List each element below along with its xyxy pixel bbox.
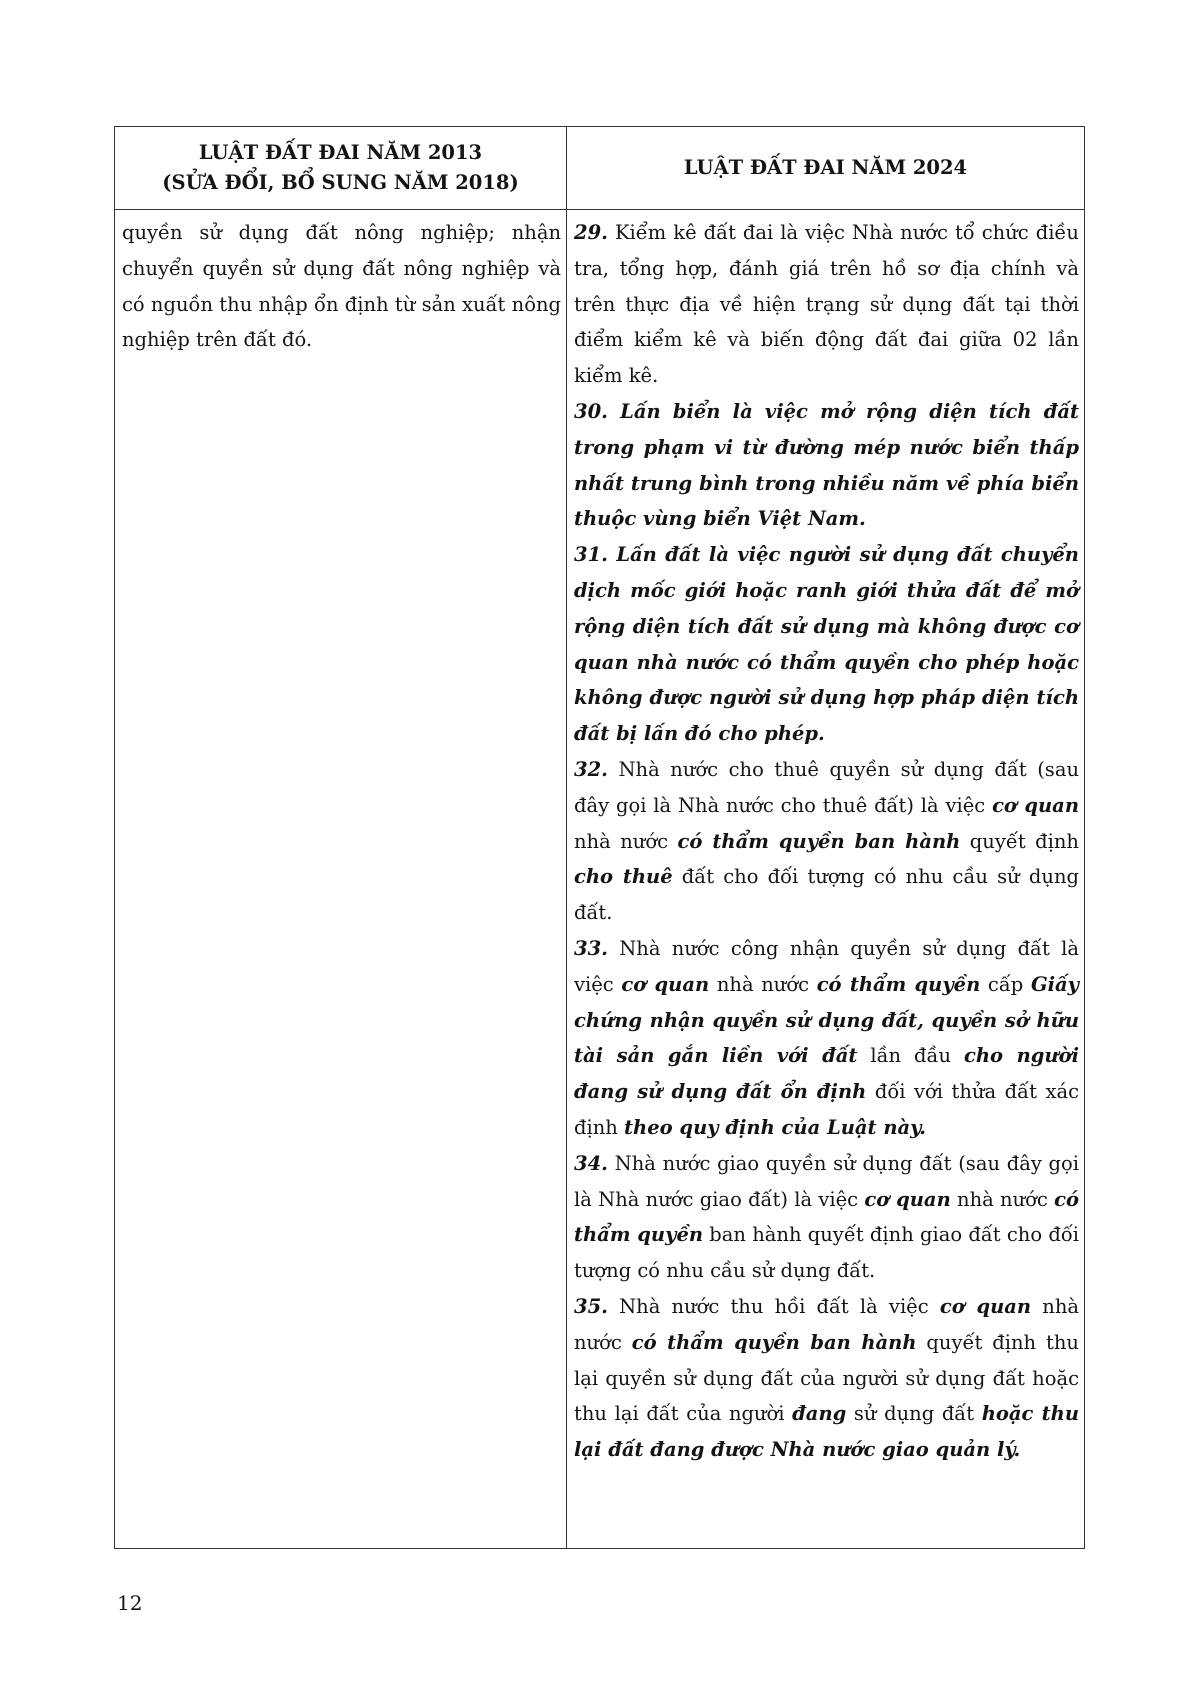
emphasis-text: Giấy chứng nhận quyền sử dụng đất, quyền sở hữu tài sản gắn liền với đất <box>574 972 1079 1068</box>
law-2013-text: quyền sử dụng đất nông nghiệp; nhận chuyển quyền sử dụng đất nông nghiệp và có nguồn thu nhập ổn định từ sản xuất nông nghiệp trên đất đó. <box>122 221 561 352</box>
emphasis-text: cơ quan <box>939 1294 1032 1318</box>
emphasis-text: cho người đang sử dụng đất ổn định <box>574 1044 1079 1104</box>
clause-text: quyết định <box>960 829 1079 853</box>
cell-law-2024 <box>567 210 1085 1549</box>
clause-number: 29. <box>574 221 608 244</box>
emphasis-text: cơ quan <box>621 972 710 996</box>
clause-30: 30. Lấn biển là việc mở rộng diện tích đất trong phạm vi từ đường mép nước biển thấp nhất trung bình trong nhiều năm về phía biển thuộc vùng biển Việt Nam. <box>574 399 1079 531</box>
emphasis-text: hoặc thu lại đất đang được Nhà nước giao quản lý. <box>574 1402 1079 1462</box>
clause-31: 31. Lấn đất là việc người sử dụng đất chuyển dịch mốc giới hoặc ranh giới thửa đất để mở rộng diện tích đất sử dụng mà không được cơ quan nhà nước có thẩm quyền cho phép hoặc không được người sử dụng hợp pháp diện tích đất bị lấn đó cho phép. <box>574 543 1079 746</box>
emphasis-text: cơ quan <box>992 793 1079 817</box>
clause-text: Nhà nước giao quyền sử dụng đất (sau đây gọi là Nhà nước giao đất) là việc <box>574 1151 1079 1211</box>
comparison-table <box>114 126 1085 1549</box>
emphasis-text: cơ quan <box>864 1187 951 1211</box>
header-law-2013-title: LUẬT ĐẤT ĐAI NĂM 2013 <box>198 141 483 164</box>
header-law-2013-subtitle: (SỬA ĐỔI, BỔ SUNG NĂM 2018) <box>162 171 519 194</box>
clause-text: Nhà nước cho thuê quyền sử dụng đất (sau đây gọi là Nhà nước cho thuê đất) là việc <box>574 757 1079 817</box>
clause-29 <box>574 215 1079 394</box>
clause-text: sử dụng đất <box>846 1402 982 1426</box>
emphasis-text: cho thuê <box>574 865 673 889</box>
cell-law-2013 <box>115 210 567 1549</box>
clause-34 <box>574 1146 1079 1289</box>
clause-text: Nhà nước thu hồi đất là việc <box>607 1294 940 1318</box>
clause-text: ban hành quyết định giao đất cho đối tượng có nhu cầu sử dụng đất. <box>574 1223 1079 1283</box>
clause-number: 35. <box>574 1294 608 1318</box>
header-law-2024: LUẬT ĐẤT ĐAI NĂM 2024 <box>567 127 1085 210</box>
clause-text: nhà nước <box>574 1294 1080 1354</box>
emphasis-text: theo quy định của Luật này. <box>624 1115 927 1139</box>
page-number: 12 <box>117 1591 143 1615</box>
clause-35 <box>574 1289 1079 1468</box>
emphasis-text: đang <box>792 1402 847 1426</box>
clause-text: lần đầu <box>857 1044 964 1068</box>
clause-number: 33. <box>574 936 608 960</box>
clause-number: 32. <box>574 757 608 781</box>
clause-text: nhà nước <box>950 1187 1055 1211</box>
clause-text: quyết định thu lại quyền sử dụng đất của người sử dụng đất hoặc thu lại đất của người <box>574 1330 1079 1426</box>
clause-text: cấp <box>980 972 1031 996</box>
clause-33 <box>574 931 1079 1146</box>
clause-number: 34. <box>574 1151 608 1175</box>
clause-text: đối với thửa đất xác định <box>574 1080 1080 1139</box>
clause-text: Nhà nước công nhận quyền sử dụng đất là việc <box>574 936 1079 996</box>
emphasis-text: có thẩm quyền <box>816 972 981 996</box>
clause-text: nhà nước <box>709 972 817 996</box>
emphasis-text: có thẩm quyền ban hành <box>631 1330 917 1354</box>
clause-text: Kiểm kê đất đai là việc Nhà nước tổ chức điều tra, tổng hợp, đánh giá trên hồ sơ địa chính và trên thực địa về hiện trạng sử dụng đất tại thời điểm kiểm kê và biến động đất đai giữa 02 lần kiểm kê. <box>574 221 1079 388</box>
emphasis-text: có thẩm quyền <box>574 1187 1079 1247</box>
clause-32 <box>574 752 1079 931</box>
emphasis-text: có thẩm quyền ban hành <box>677 829 961 853</box>
clause-text: đất cho đối tượng có nhu cầu sử dụng đất. <box>574 865 1079 925</box>
header-law-2013 <box>115 127 567 210</box>
clause-text: nhà nước <box>574 829 678 853</box>
